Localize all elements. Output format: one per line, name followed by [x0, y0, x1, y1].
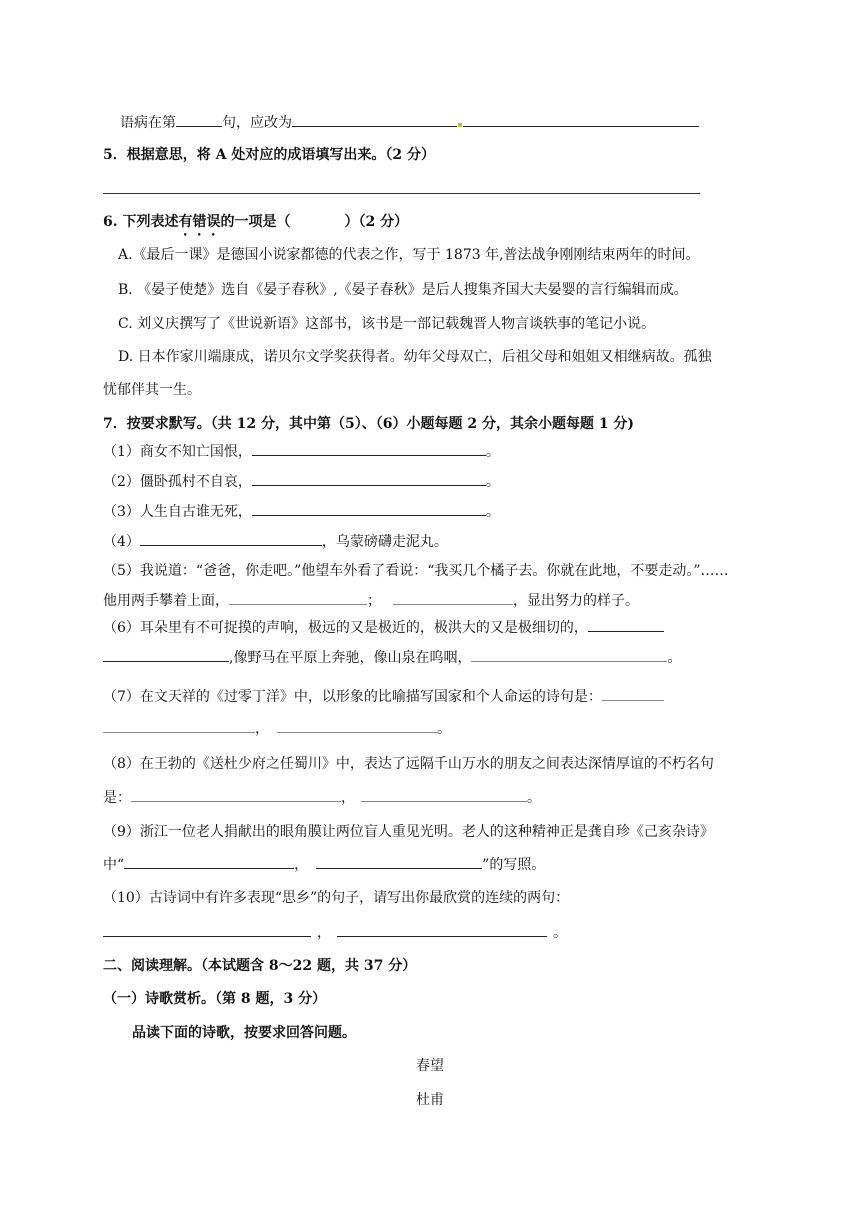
- q7-item-7-period: 。: [437, 721, 451, 737]
- q7-item-9-blank-1[interactable]: [124, 854, 294, 869]
- q7-item-1-blank[interactable]: [252, 441, 486, 456]
- q7-item-8-period: 。: [527, 790, 541, 806]
- q7-item-4: [103, 531, 448, 552]
- q7-item-5-blank-2[interactable]: [393, 590, 513, 605]
- q6-title-post: 的一项是（: [220, 214, 291, 230]
- q7-item-6-text-2: ,像野马在平原上奔驰，像山泉在呜咽，: [229, 650, 472, 666]
- q6-title-pre: 6. 下列表述: [103, 214, 179, 230]
- q5-title: 5．根据意思，将 A 处对应的成语填写出来。（2 分）: [103, 147, 435, 163]
- q6-option-b: B. 《晏子使楚》选自《晏子春秋》,《晏子春秋》是后人搜集齐国大夫晏婴的言行编辑而成。: [118, 282, 688, 298]
- q6-option-a: A.《最后一课》是德国小说家都德的代表之作，写于 1873 年,普法战争刚刚结束两年的时间。: [118, 247, 700, 263]
- q7-item-9-open: 中“: [103, 857, 125, 873]
- q7-item-8-blank-2[interactable]: [361, 787, 527, 802]
- q7-item-2-blank[interactable]: [252, 471, 486, 486]
- q7-item-7-line2: [103, 718, 451, 739]
- q7-item-9-sep: ，: [294, 857, 309, 873]
- q7-item-9-blank-2[interactable]: [316, 854, 482, 869]
- q7-item-3-text: （3）人生自古谁无死，: [103, 504, 252, 520]
- q7-item-10-line1: （10）古诗词中有许多表现“思乡”的句子，请写出你最欣赏的连续的两句：: [103, 890, 570, 906]
- q7-item-10-period: 。: [553, 925, 567, 941]
- q7-item-10-sep: ，: [317, 925, 331, 941]
- q7-item-6-line2: [103, 647, 681, 668]
- q7-item-8-label: 是：: [103, 790, 131, 806]
- q6-option-d: D. 日本作家川端康成，诺贝尔文学奖获得者。幼年父母双亡，后祖父母和姐姐又相继病故。孤独: [118, 349, 712, 365]
- q7-item-10-line2: [103, 922, 567, 943]
- q4-blank-correction-2[interactable]: [463, 112, 699, 127]
- section-2-sub-1: （一）诗歌赏析。（第 8 题，3 分）: [103, 991, 327, 1007]
- q7-item-3-blank[interactable]: [252, 501, 486, 516]
- q7-item-2-text: （2）僵卧孤村不自哀，: [103, 474, 252, 490]
- q7-item-7-blank-1b[interactable]: [103, 718, 255, 733]
- q7-item-2-period: 。: [485, 474, 500, 490]
- poem-title: 春望: [416, 1058, 444, 1074]
- q7-item-3: [103, 501, 500, 522]
- q7-item-1-text: （1）商女不知亡国恨，: [103, 444, 252, 460]
- q7-item-8-line1: （8）在王勃的《送杜少府之任蜀川》中，表达了远隔千山万水的朋友之间表达深情厚谊的不朽名句: [103, 756, 714, 772]
- q7-item-10-blank-1[interactable]: [103, 922, 311, 937]
- q7-item-7-text: （7）在文天祥的《过零丁洋》中，以形象的比喻描写国家和个人命运的诗句是：: [103, 689, 602, 705]
- poem-author: 杜甫: [416, 1092, 444, 1108]
- q7-item-10-blank-2[interactable]: [337, 922, 547, 937]
- q6-title: [103, 212, 408, 239]
- q7-item-2: [103, 471, 500, 492]
- q7-item-7-blank-1a[interactable]: [602, 686, 664, 701]
- q7-item-9-close: ”的写照。: [482, 857, 546, 873]
- q7-item-6-text: （6）耳朵里有不可捉摸的声响，极远的又是极近的，极洪大的又是极细切的，: [103, 620, 588, 636]
- q7-item-9-line1: （9）浙江一位老人捐献出的眼角膜让两位盲人重见光明。老人的这种精神正是龚自珍《己亥杂诗》: [103, 824, 714, 840]
- q4-answer-line: [120, 112, 699, 133]
- edit-mark: [458, 123, 462, 127]
- q7-item-6-line1: [103, 617, 664, 638]
- q6-option-c: C. 刘义庆撰写了《世说新语》这部书，该书是一部记载魏晋人物言谈轶事的笔记小说。: [118, 316, 656, 332]
- q4-blank-correction-1[interactable]: [292, 112, 457, 127]
- q7-item-9-line2: [103, 854, 545, 875]
- q7-item-5-text: 他用两手攀着上面，: [103, 593, 229, 609]
- q7-item-1-period: 。: [485, 444, 500, 460]
- q6-title-emphasis: 有错误: [178, 214, 221, 230]
- q7-item-7-line1: [103, 686, 664, 707]
- q7-item-8-line2: [103, 787, 541, 808]
- q4-text-a: 语病在第: [120, 115, 176, 131]
- q6-option-d-cont: 忧郁伴其一生。: [103, 382, 201, 398]
- q7-item-3-period: 。: [485, 504, 500, 520]
- q7-item-5-sep: ；: [367, 593, 381, 609]
- q4-blank-sentence[interactable]: [176, 112, 222, 127]
- q7-title: 7．按要求默写。（共 12 分，其中第（5）、（6）小题每题 2 分，其余小题每题 1 分): [103, 416, 635, 432]
- q7-item-6-blank-1a[interactable]: [588, 617, 664, 632]
- q7-item-4-text: ，乌蒙磅礴走泥丸。: [321, 534, 448, 550]
- q7-item-8-sep: ，: [341, 790, 355, 806]
- q7-item-7-blank-2[interactable]: [277, 718, 437, 733]
- q7-item-4-blank[interactable]: [140, 531, 322, 546]
- q7-item-5-line1: （5）我说道：“爸爸，你走吧。”他望车外看了看说：“我买几个橘子去。你就在此地，不要走动。”……: [103, 563, 729, 579]
- q7-item-6-blank-1b[interactable]: [103, 647, 229, 662]
- q7-item-5-end: ，显出努力的样子。: [513, 593, 639, 609]
- q7-item-1: [103, 441, 500, 462]
- q4-text-b: 句，应改为: [222, 115, 292, 131]
- q6-title-end: ）（2 分）: [344, 214, 409, 230]
- q7-item-5-blank-1[interactable]: [229, 590, 367, 605]
- q5-answer-line[interactable]: [103, 193, 700, 194]
- q7-item-6-period: 。: [667, 650, 682, 666]
- section-2-instruction: 品读下面的诗歌，按要求回答问题。: [132, 1025, 356, 1041]
- q7-item-7-sep: ，: [255, 721, 269, 737]
- q7-item-5-line2: [103, 590, 639, 611]
- q7-item-6-blank-2[interactable]: [471, 647, 667, 662]
- section-2-title: 二、阅读理解。（本试题含 8～22 题，共 37 分）: [103, 958, 417, 974]
- q7-item-4-label: （4）: [103, 534, 140, 550]
- q7-item-8-blank-1[interactable]: [131, 787, 341, 802]
